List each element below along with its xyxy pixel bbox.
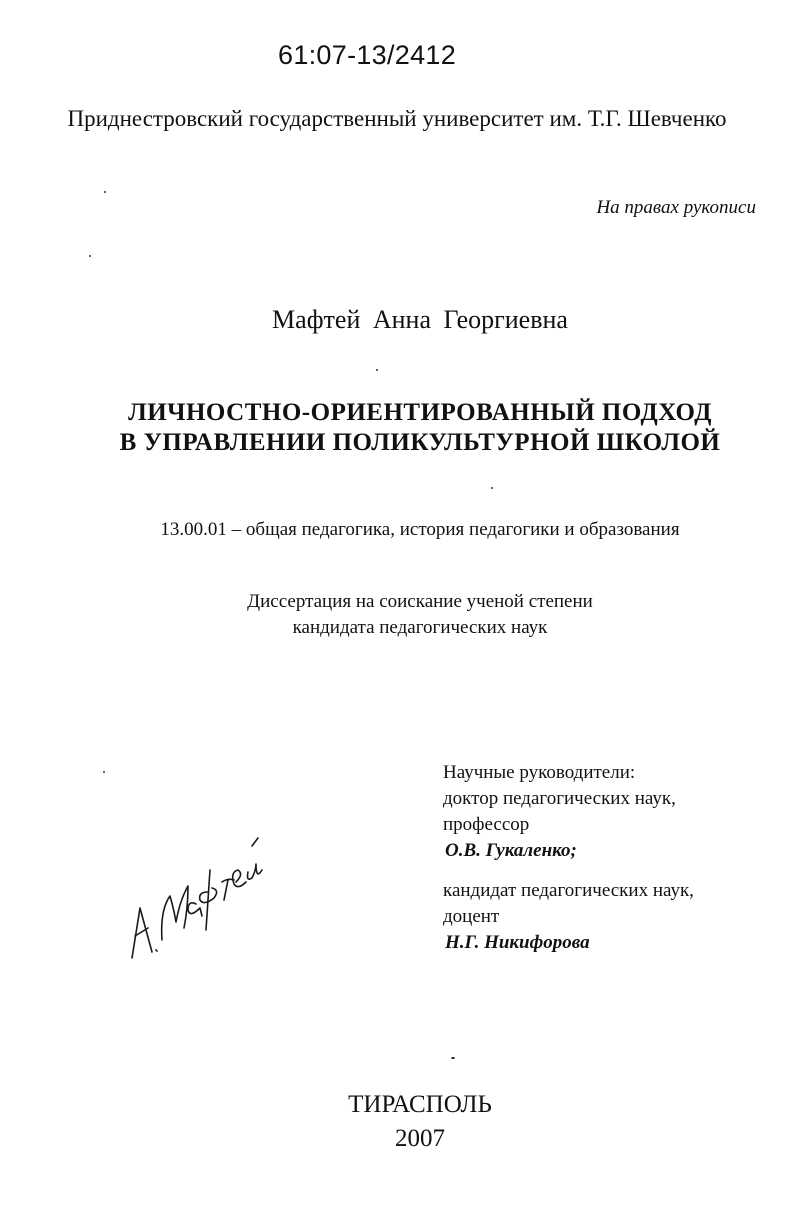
specialty-code: 13.00.01 – общая педагогика, история педагогики и образования [160,519,680,540]
thesis-title-line-2: В УПРАВЛЕНИИ ПОЛИКУЛЬТУРНОЙ ШКОЛОЙ [119,429,721,456]
document-number: 61:07-13/2412 [278,40,457,70]
scan-speck [451,1057,455,1059]
university-name: Приднестровский государственный университет им. Т.Г. Шевченко [67,106,727,131]
city: ТИРАСПОЛЬ [348,1091,492,1118]
scan-speck [104,191,106,193]
degree-line-1: Диссертация на соискание ученой степени [247,591,593,612]
handwritten-signature [118,800,268,970]
supervisors-gap [443,864,694,878]
thesis-title-line-1: ЛИЧНОСТНО-ОРИЕНТИРОВАННЫЙ ПОДХОД [128,399,712,426]
scan-speck [89,255,91,257]
author-name: Мафтей Анна Георгиевна [272,305,568,334]
supervisors-heading: Научные руководители: [443,762,636,783]
scan-speck [491,487,493,489]
manuscript-rights-note: На правах рукописи [596,197,756,218]
supervisor-2-name: Н.Г. Никифорова [445,932,590,953]
supervisors-block [443,760,694,956]
degree-line-2: кандидата педагогических наук [292,617,548,638]
year: 2007 [395,1125,445,1152]
supervisor-1-name: О.В. Гукаленко; [445,840,577,861]
supervisor-2-degree: кандидат педагогических наук, [443,880,694,901]
thesis-title [0,398,794,458]
scan-speck [103,771,105,773]
city-and-year [0,1088,794,1156]
scan-speck [376,369,378,371]
supervisor-1-degree: доктор педагогических наук, [443,788,676,809]
supervisor-1-rank: профессор [443,814,530,835]
supervisor-2-rank: доцент [443,906,500,927]
degree-statement [0,589,794,641]
